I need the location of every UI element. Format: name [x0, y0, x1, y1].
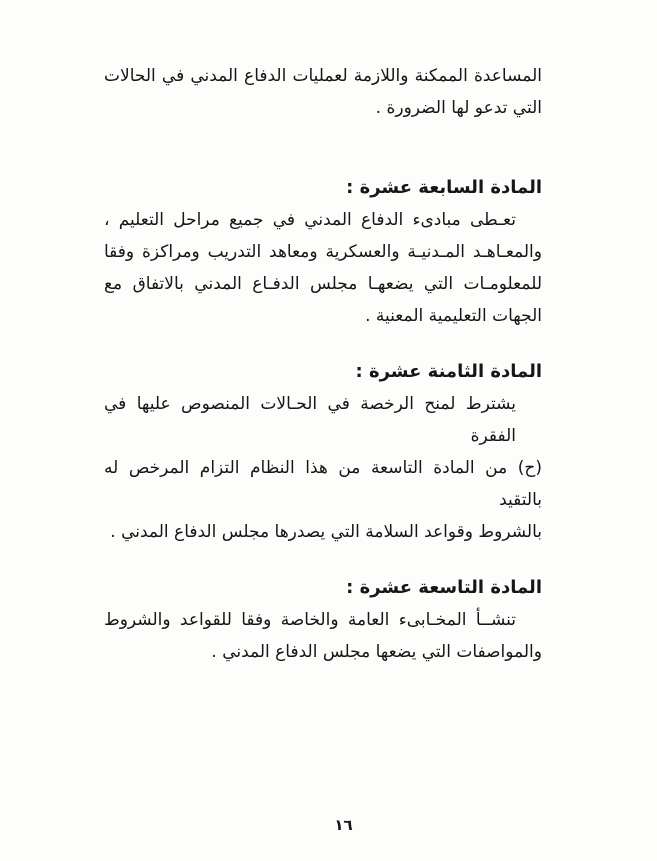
text-block [104, 60, 542, 668]
page-number: ١٦ [334, 816, 353, 834]
article-18-line-1: يشترط لمنح الرخصة في الحـالات المنصوص عليها في الفقرة [104, 394, 516, 446]
article-18-line-2: (ح) من المادة التاسعة من هذا النظام التزام المرخص له بالتقيد [104, 458, 542, 510]
article-17-line-2: والمعـاهـد المـدنيـة والعسكرية ومعاهد التدريب ومراكزة وفقا [104, 242, 542, 262]
article-17-line-1: تعـطى مبادىء الدفاع المدني في جميع مراحل التعليم ، [104, 210, 516, 230]
intro-paragraph-line-1: المساعدة الممكنة واللازمة لعمليات الدفاع المدني في الحالات [104, 66, 542, 86]
article-19-heading: المادة التاسعة عشرة : [346, 577, 542, 598]
article-17-heading: المادة السابعة عشرة : [346, 177, 542, 198]
article-17-line-4: الجهات التعليمية المعنية . [365, 306, 542, 326]
article-19-line-1: تنشــأ المخـابىء العامة والخاصة وفقا للقواعد والشروط [104, 610, 516, 630]
article-18-heading: المادة الثامنة عشرة : [355, 361, 542, 382]
article-17-line-3: للمعلومـات التي يضعهـا مجلس الدفـاع المدني بالاتفاق مع [104, 274, 542, 294]
article-19-line-2: والمواصفات التي يضعها مجلس الدفاع المدني . [211, 642, 542, 662]
intro-paragraph-line-2: التي تدعو لها الضرورة . [375, 98, 542, 118]
article-18-line-3: بالشروط وقواعد السلامة التي يصدرها مجلس الدفاع المدني . [110, 522, 542, 542]
